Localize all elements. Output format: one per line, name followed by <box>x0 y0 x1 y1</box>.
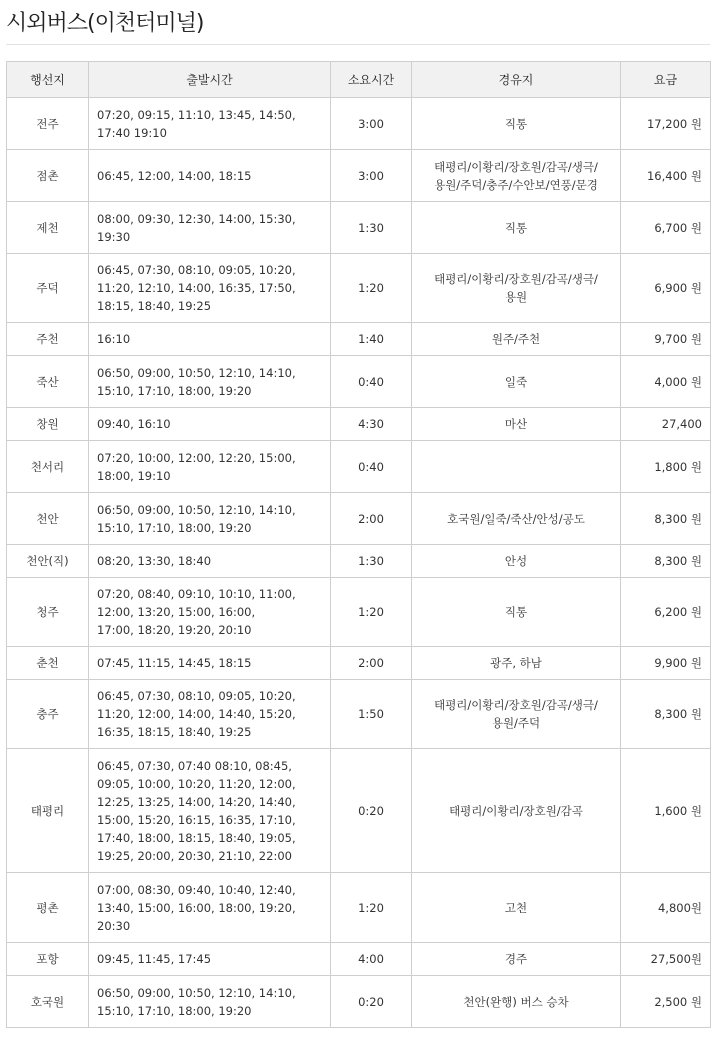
departure-times-cell <box>89 647 331 680</box>
departure-times-cell <box>89 578 331 647</box>
departure-times-cell <box>89 98 331 150</box>
via-line: 호국원/일죽/죽산/안성/공도 <box>447 511 585 526</box>
departure-times-line: 08:20, 13:30, 18:40 <box>97 554 212 568</box>
via-line: 용원/주덕 <box>491 716 541 730</box>
duration-cell: 1:30 <box>331 202 412 254</box>
fare-cell: 8,300 원 <box>621 545 711 578</box>
destination-cell: 평촌 <box>7 873 89 943</box>
fare-cell: 4,800원 <box>621 873 711 943</box>
fare-cell: 2,500 원 <box>621 976 711 1028</box>
departure-times-cell <box>89 150 331 202</box>
departure-times-line: 18:00, 19:10 <box>97 468 171 483</box>
destination-cell: 점촌 <box>7 150 89 202</box>
departure-times-line: 13:40, 15:00, 16:00, 18:00, 19:20, <box>97 900 296 915</box>
via-cell <box>412 647 621 680</box>
table-header-row <box>7 62 711 98</box>
fare-cell: 6,900 원 <box>621 254 711 323</box>
fare-cell: 16,400 원 <box>621 150 711 202</box>
fare-cell: 8,300 원 <box>621 493 711 545</box>
fare-cell: 1,800 원 <box>621 441 711 493</box>
table-row <box>7 493 711 545</box>
via-line: 직통 <box>504 605 528 619</box>
departure-times-line: 17:40 19:10 <box>97 125 167 140</box>
departure-times-line: 15:10, 17:10, 18:00, 19:20 <box>97 520 252 535</box>
departure-times-line: 12:25, 13:25, 14:00, 14:20, 14:40, <box>97 794 296 809</box>
departure-times-line: 11:20, 12:00, 14:00, 14:40, 15:20, <box>97 707 296 721</box>
departure-times-cell <box>89 408 331 441</box>
fare-cell: 1,600 원 <box>621 749 711 873</box>
via-line: 천안(완행) 버스 승차 <box>463 994 569 1009</box>
via-cell <box>412 943 621 976</box>
departure-times-line: 19:30 <box>97 229 131 244</box>
via-cell <box>412 408 621 441</box>
fare-cell: 27,400 <box>621 408 711 441</box>
departure-times-line: 15:10, 17:10, 18:00, 19:20 <box>97 1003 252 1018</box>
via-line: 태평리/이황리/장호원/감곡/생극/ <box>434 159 598 174</box>
table-row <box>7 323 711 356</box>
table-row <box>7 680 711 749</box>
via-cell <box>412 254 621 323</box>
via-line: 직통 <box>504 116 528 131</box>
departure-times-line: 06:50, 09:00, 10:50, 12:10, 14:10, <box>97 365 296 380</box>
duration-cell: 1:30 <box>331 545 412 578</box>
destination-cell: 죽산 <box>7 356 89 408</box>
duration-cell: 1:20 <box>331 254 412 323</box>
duration-cell: 1:40 <box>331 323 412 356</box>
departure-times-line: 17:40, 18:00, 18:15, 18:40, 19:05, <box>97 830 296 845</box>
via-line: 원주/주천 <box>491 332 541 346</box>
destination-cell: 춘천 <box>7 647 89 680</box>
via-cell <box>412 323 621 356</box>
header-via: 경유지 <box>412 62 621 98</box>
destination-cell: 천안 <box>7 493 89 545</box>
duration-cell: 0:20 <box>331 976 412 1028</box>
duration-cell: 1:20 <box>331 578 412 647</box>
departure-times-cell <box>89 545 331 578</box>
departure-times-line: 12:00, 13:20, 15:00, 16:00, <box>97 605 256 619</box>
departure-times-cell <box>89 493 331 545</box>
departure-times-line: 09:45, 11:45, 17:45 <box>97 952 212 966</box>
via-line: 용원 <box>504 290 528 304</box>
duration-cell: 4:00 <box>331 943 412 976</box>
departure-times-cell <box>89 323 331 356</box>
departure-times-line: 06:45, 07:30, 08:10, 09:05, 10:20, <box>97 263 296 277</box>
departure-times-cell <box>89 441 331 493</box>
departure-times-line: 15:00, 15:20, 16:15, 16:35, 17:10, <box>97 812 296 827</box>
page-title: 시외버스(이천터미널) <box>6 11 204 36</box>
bus-schedule-table <box>6 61 711 1028</box>
title-divider <box>6 44 710 45</box>
duration-cell: 3:00 <box>331 150 412 202</box>
via-cell <box>412 150 621 202</box>
via-line: 직통 <box>504 220 528 235</box>
duration-cell: 3:00 <box>331 98 412 150</box>
duration-cell: 0:40 <box>331 356 412 408</box>
duration-cell: 1:50 <box>331 680 412 749</box>
departure-times-line: 06:45, 12:00, 14:00, 18:15 <box>97 168 252 183</box>
table-row <box>7 976 711 1028</box>
departure-times-line: 07:20, 08:40, 09:10, 10:10, 11:00, <box>97 587 296 601</box>
fare-cell: 8,300 원 <box>621 680 711 749</box>
table-row <box>7 578 711 647</box>
destination-cell: 주천 <box>7 323 89 356</box>
departure-times-cell <box>89 749 331 873</box>
header-duration: 소요시간 <box>331 62 412 98</box>
table-row <box>7 150 711 202</box>
destination-cell: 천안(직) <box>7 545 89 578</box>
departure-times-cell <box>89 976 331 1028</box>
via-line: 일죽 <box>504 374 528 389</box>
departure-times-cell <box>89 943 331 976</box>
departure-times-cell <box>89 202 331 254</box>
via-cell <box>412 976 621 1028</box>
table-row <box>7 749 711 873</box>
duration-cell: 0:40 <box>331 441 412 493</box>
via-line: 광주, 하남 <box>490 656 542 670</box>
table-row <box>7 356 711 408</box>
departure-times-line: 19:25, 20:00, 20:30, 21:10, 22:00 <box>97 848 292 863</box>
via-line: 마산 <box>504 417 528 431</box>
departure-times-line: 18:15, 18:40, 19:25 <box>97 299 212 313</box>
destination-cell: 창원 <box>7 408 89 441</box>
duration-cell: 2:00 <box>331 647 412 680</box>
departure-times-line: 09:05, 10:00, 10:20, 11:20, 12:00, <box>97 776 296 791</box>
via-cell <box>412 356 621 408</box>
fare-cell: 17,200 원 <box>621 98 711 150</box>
via-line: 태평리/이황리/장호원/감곡/생극/ <box>434 698 598 712</box>
table-row <box>7 943 711 976</box>
departure-times-line: 06:45, 07:30, 07:40 08:10, 08:45, <box>97 758 292 773</box>
via-line: 태평리/이황리/장호원/감곡 <box>449 803 583 818</box>
via-line: 태평리/이황리/장호원/감곡/생극/ <box>434 272 598 286</box>
departure-times-line: 15:10, 17:10, 18:00, 19:20 <box>97 383 252 398</box>
departure-times-line: 06:45, 07:30, 08:10, 09:05, 10:20, <box>97 689 296 703</box>
via-line: 고천 <box>504 900 528 915</box>
departure-times-line: 16:35, 18:15, 18:40, 19:25 <box>97 725 252 739</box>
via-cell <box>412 202 621 254</box>
header-destination: 행선지 <box>7 62 89 98</box>
fare-cell: 4,000 원 <box>621 356 711 408</box>
fare-cell: 9,900 원 <box>621 647 711 680</box>
table-row <box>7 98 711 150</box>
departure-times-line: 07:45, 11:15, 14:45, 18:15 <box>97 656 252 670</box>
departure-times-line: 08:00, 09:30, 12:30, 14:00, 15:30, <box>97 211 296 226</box>
via-line: 경주 <box>504 952 528 966</box>
table-row <box>7 647 711 680</box>
departure-times-cell <box>89 873 331 943</box>
destination-cell: 호국원 <box>7 976 89 1028</box>
via-cell <box>412 98 621 150</box>
departure-times-line: 06:50, 09:00, 10:50, 12:10, 14:10, <box>97 502 296 517</box>
departure-times-line: 07:20, 09:15, 11:10, 13:45, 14:50, <box>97 107 296 122</box>
via-cell <box>412 749 621 873</box>
fare-cell: 27,500원 <box>621 943 711 976</box>
table-body <box>7 98 711 1028</box>
departure-times-line: 07:00, 08:30, 09:40, 10:40, 12:40, <box>97 882 296 897</box>
table-row <box>7 202 711 254</box>
departure-times-cell <box>89 254 331 323</box>
table-row <box>7 254 711 323</box>
departure-times-line: 06:50, 09:00, 10:50, 12:10, 14:10, <box>97 985 296 1000</box>
via-cell <box>412 545 621 578</box>
departure-times-cell <box>89 680 331 749</box>
departure-times-line: 17:00, 18:20, 19:20, 20:10 <box>97 623 252 637</box>
destination-cell: 천서리 <box>7 441 89 493</box>
table-row <box>7 545 711 578</box>
via-line: 안성 <box>504 554 528 568</box>
duration-cell: 2:00 <box>331 493 412 545</box>
header-departure-times: 출발시간 <box>89 62 331 98</box>
destination-cell: 청주 <box>7 578 89 647</box>
via-cell <box>412 873 621 943</box>
via-cell <box>412 493 621 545</box>
via-cell <box>412 578 621 647</box>
fare-cell: 9,700 원 <box>621 323 711 356</box>
table-row <box>7 873 711 943</box>
table-row <box>7 441 711 493</box>
via-cell <box>412 680 621 749</box>
departure-times-cell <box>89 356 331 408</box>
fare-cell: 6,200 원 <box>621 578 711 647</box>
table-row <box>7 408 711 441</box>
destination-cell: 전주 <box>7 98 89 150</box>
duration-cell: 1:20 <box>331 873 412 943</box>
departure-times-line: 11:20, 12:10, 14:00, 16:35, 17:50, <box>97 281 296 295</box>
destination-cell: 주덕 <box>7 254 89 323</box>
destination-cell: 포항 <box>7 943 89 976</box>
departure-times-line: 07:20, 10:00, 12:00, 12:20, 15:00, <box>97 450 296 465</box>
header-fare: 요금 <box>621 62 711 98</box>
duration-cell: 0:20 <box>331 749 412 873</box>
via-cell <box>412 441 621 493</box>
fare-cell: 6,700 원 <box>621 202 711 254</box>
departure-times-line: 20:30 <box>97 918 131 933</box>
destination-cell: 태평리 <box>7 749 89 873</box>
departure-times-line: 09:40, 16:10 <box>97 417 171 431</box>
departure-times-line: 16:10 <box>97 332 131 346</box>
destination-cell: 제천 <box>7 202 89 254</box>
via-line: 용원/주덕/충주/수안보/연풍/문경 <box>434 177 598 192</box>
duration-cell: 4:30 <box>331 408 412 441</box>
destination-cell: 충주 <box>7 680 89 749</box>
